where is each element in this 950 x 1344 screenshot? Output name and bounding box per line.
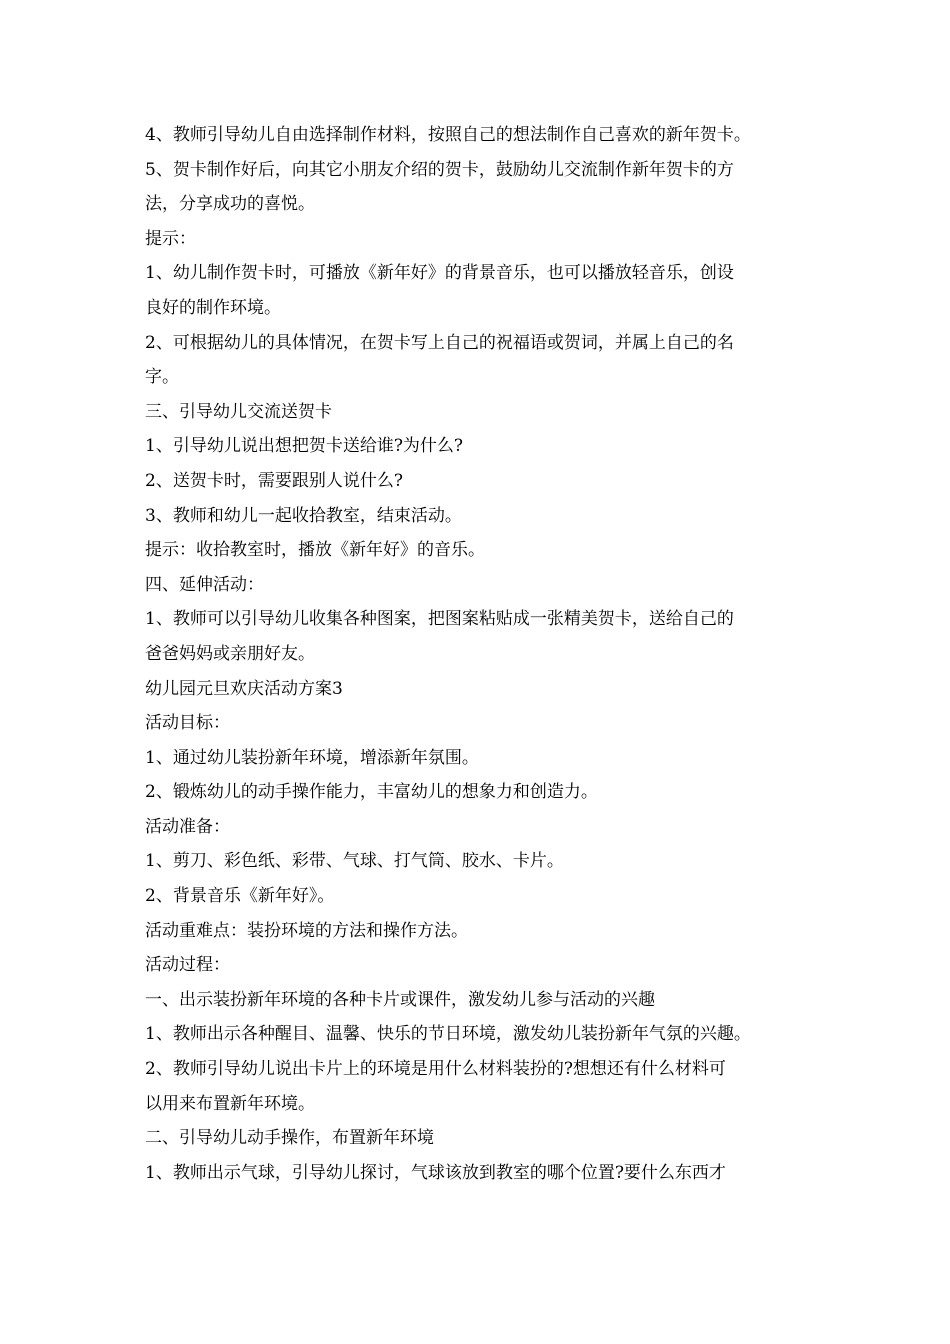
text-line: 2、可根据幼儿的具体情况，在贺卡写上自己的祝福语或贺词，并属上自己的名 — [145, 332, 734, 353]
text-line: 爸爸妈妈或亲朋好友。 — [145, 643, 315, 664]
text-line: 1、教师出示各种醒目、温馨、快乐的节日环境，激发幼儿装扮新年气氛的兴趣。 — [145, 1024, 751, 1045]
text-line: 5、贺卡制作好后，向其它小朋友介绍的贺卡，鼓励幼儿交流制作新年贺卡的方 — [145, 159, 734, 180]
text-line: 3、教师和幼儿一起收拾教室，结束活动。 — [145, 505, 462, 526]
text-line: 1、教师可以引导幼儿收集各种图案，把图案粘贴成一张精美贺卡，送给自己的 — [145, 609, 734, 630]
section-label: 活动目标： — [145, 713, 230, 734]
text-line: 2、背景音乐《新年好》。 — [145, 886, 335, 907]
section-label: 活动准备： — [145, 816, 230, 837]
text-line: 法，分享成功的喜悦。 — [145, 194, 315, 215]
document-title: 幼儿园元旦欢庆活动方案3 — [145, 678, 343, 699]
text-line: 2、教师引导幼儿说出卡片上的环境是用什么材料装扮的?想想还有什么材料可 — [145, 1059, 726, 1080]
text-line: 良好的制作环境。 — [145, 297, 281, 318]
section-heading: 三、引导幼儿交流送贺卡 — [145, 401, 332, 422]
section-label: 活动过程： — [145, 955, 230, 976]
text-line: 提示：收拾教室时，播放《新年好》的音乐。 — [145, 540, 485, 561]
text-line: 1、通过幼儿装扮新年环境，增添新年氛围。 — [145, 747, 479, 768]
section-heading: 二、引导幼儿动手操作，布置新年环境 — [145, 1128, 434, 1149]
document-page — [145, 118, 825, 1190]
section-heading: 一、出示装扮新年环境的各种卡片或课件，激发幼儿参与活动的兴趣 — [145, 989, 655, 1010]
text-line: 4、教师引导幼儿自由选择制作材料，按照自己的想法制作自己喜欢的新年贺卡。 — [145, 125, 751, 145]
text-line: 1、剪刀、彩色纸、彩带、气球、打气筒、胶水、卡片。 — [145, 851, 564, 872]
text-line: 以用来布置新年环境。 — [145, 1093, 315, 1114]
text-line: 字。 — [145, 367, 179, 388]
text-line: 2、锻炼幼儿的动手操作能力，丰富幼儿的想象力和创造力。 — [145, 782, 598, 803]
section-heading: 四、延伸活动： — [145, 574, 264, 595]
text-line: 1、引导幼儿说出想把贺卡送给谁?为什么? — [145, 436, 464, 457]
text-line: 活动重难点：装扮环境的方法和操作方法。 — [145, 920, 468, 941]
section-label: 提示： — [145, 228, 196, 249]
text-line: 1、教师出示气球，引导幼儿探讨，气球该放到教室的哪个位置?要什么东西才 — [145, 1162, 726, 1183]
text-line: 1、幼儿制作贺卡时，可播放《新年好》的背景音乐，也可以播放轻音乐，创设 — [145, 263, 734, 284]
text-line: 2、送贺卡时，需要跟别人说什么? — [145, 470, 403, 491]
